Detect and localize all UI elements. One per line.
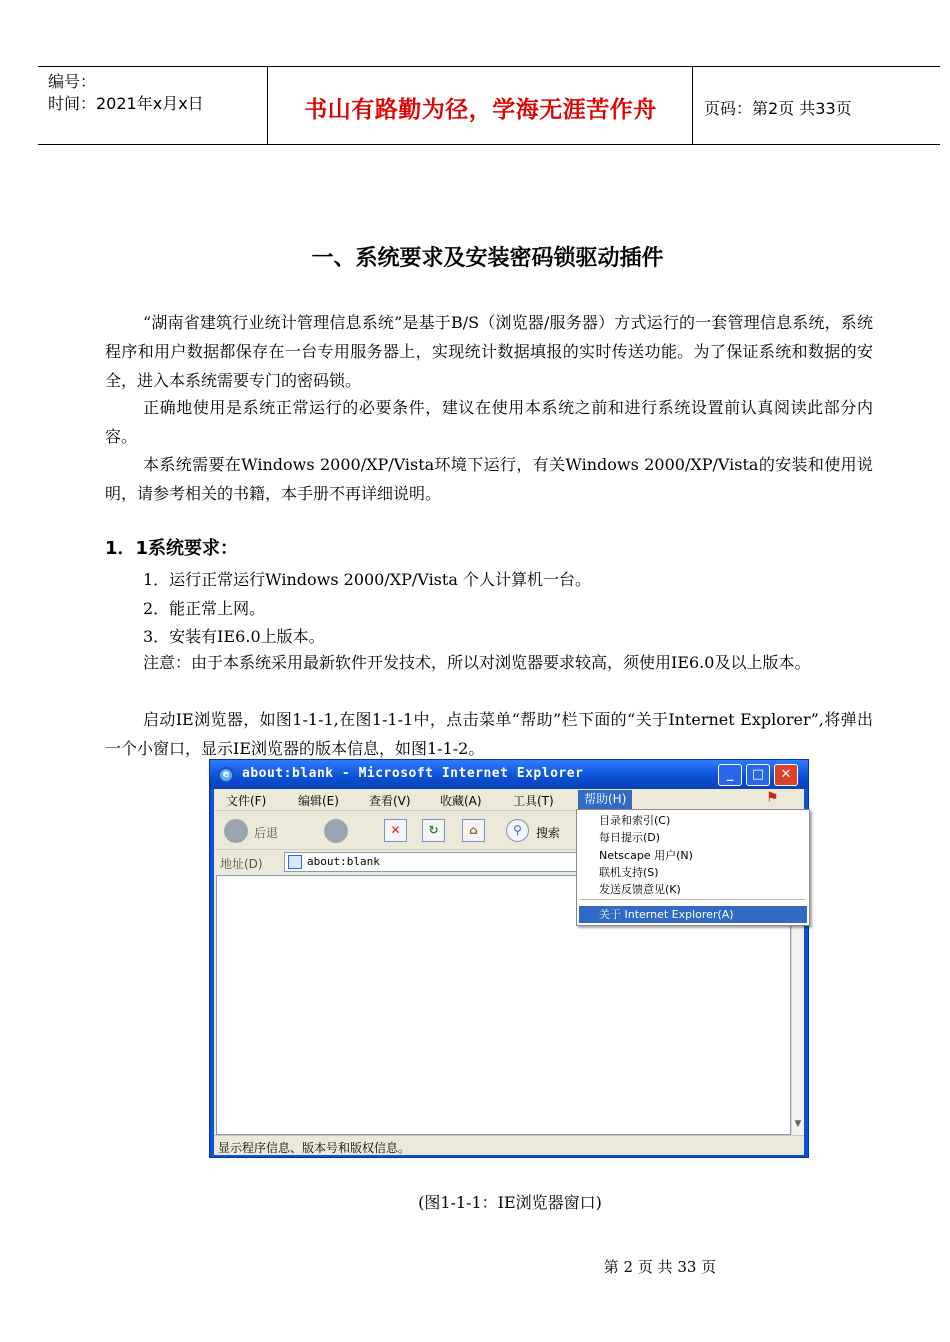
help-menu-item[interactable]: 目录和索引(C): [599, 814, 671, 827]
ie-title-text: about:blank - Microsoft Internet Explorer: [242, 766, 584, 781]
requirement-item: 1．运行正常运行Windows 2000/XP/Vista 个人计算机一台。: [143, 570, 591, 589]
help-menu-item[interactable]: 发送反馈意见(K): [599, 883, 681, 896]
back-arrow-icon[interactable]: [224, 819, 248, 843]
header-page-info: 页码：第2页 共33页: [704, 99, 852, 118]
paragraph: “湖南省建筑行业统计管理信息系统”是基于B/S（浏览器/服务器）方式运行的一套管理信息系统，系统程序和用户数据都保存在一台专用服务器上，实现统计数据填报的实时传送功能。为了保证系统和数据的安全，进入本系统需要专门的密码锁。: [105, 313, 873, 390]
refresh-icon[interactable]: ↻: [422, 819, 445, 842]
header-meta: [48, 71, 204, 115]
page-header: [38, 66, 940, 145]
back-label[interactable]: 后退: [254, 826, 279, 840]
home-icon[interactable]: ⌂: [462, 819, 485, 842]
address-label: 地址(D): [220, 857, 263, 871]
paragraph: 本系统需要在Windows 2000/XP/Vista环境下运行，有关Windows 2000/XP/Vista的安装和使用说明，请参考相关的书籍，本手册不再详细说明。: [105, 455, 873, 503]
minimize-icon[interactable]: _: [718, 764, 742, 786]
ie-logo-icon: e: [218, 767, 234, 783]
about-ie-menu-item[interactable]: 关于 Internet Explorer(A): [579, 906, 807, 923]
address-value[interactable]: about:blank: [307, 855, 380, 868]
menu-help[interactable]: 帮助(H): [578, 790, 632, 809]
search-icon[interactable]: ⚲: [506, 819, 529, 842]
instruction-paragraph: 启动IE浏览器，如图1-1-1,在图1-1-1中，点击菜单“帮助”栏下面的“关于Internet Explorer”,将弹出一个小窗口，显示IE浏览器的版本信息，如图1-1-2。: [105, 710, 873, 758]
header-motto: 书山有路勤为径，学海无涯苦作舟: [304, 97, 657, 123]
menu-file[interactable]: 文件(F): [226, 794, 267, 808]
maximize-icon[interactable]: □: [746, 764, 770, 786]
page-icon: [288, 855, 302, 869]
search-label[interactable]: 搜索: [536, 826, 561, 840]
note-paragraph: 注意：由于本系统采用最新软件开发技术，所以对浏览器要求较高，须使用IE6.0及以上版本。: [143, 653, 811, 672]
address-input[interactable]: [284, 852, 584, 872]
number-label: 编号：: [48, 72, 97, 91]
requirement-item: 3．安装有IE6.0上版本。: [143, 627, 325, 646]
menu-view[interactable]: 查看(V): [369, 794, 411, 808]
requirement-item: 2．能正常上网。: [143, 599, 266, 618]
help-dropdown-menu: [576, 809, 810, 926]
menu-favorites[interactable]: 收藏(A): [440, 794, 482, 808]
forward-arrow-icon[interactable]: [324, 819, 348, 843]
help-menu-item[interactable]: Netscape 用户(N): [599, 849, 693, 862]
time-label: 时间：2021年x月x日: [48, 94, 204, 113]
menu-separator: [580, 899, 806, 900]
figure-caption: (图1-1-1：IE浏览器窗口): [418, 1193, 602, 1212]
scroll-down-icon[interactable]: ▼: [794, 1119, 802, 1129]
stop-icon[interactable]: ✕: [384, 819, 407, 842]
ie-title-bar: [210, 760, 808, 789]
ie-menubar: [214, 789, 804, 811]
menu-edit[interactable]: 编辑(E): [298, 794, 339, 808]
menu-tools[interactable]: 工具(T): [513, 794, 554, 808]
page-footer: 第 2 页 共 33 页: [603, 1258, 717, 1276]
paragraph: 正确地使用是系统正常运行的必要条件，建议在使用本系统之前和进行系统设置前认真阅读此部分内容。: [105, 398, 873, 446]
ie-status-bar: 显示程序信息、版本号和版权信息。: [214, 1135, 804, 1155]
windows-flag-icon: ⚑: [766, 790, 779, 806]
close-icon[interactable]: ✕: [774, 764, 798, 786]
help-menu-item[interactable]: 联机支持(S): [599, 866, 659, 879]
document-title: 一、系统要求及安装密码锁驱动插件: [311, 246, 664, 271]
help-menu-item[interactable]: 每日提示(D): [599, 831, 661, 844]
section-heading: 1．1系统要求：: [105, 538, 239, 559]
